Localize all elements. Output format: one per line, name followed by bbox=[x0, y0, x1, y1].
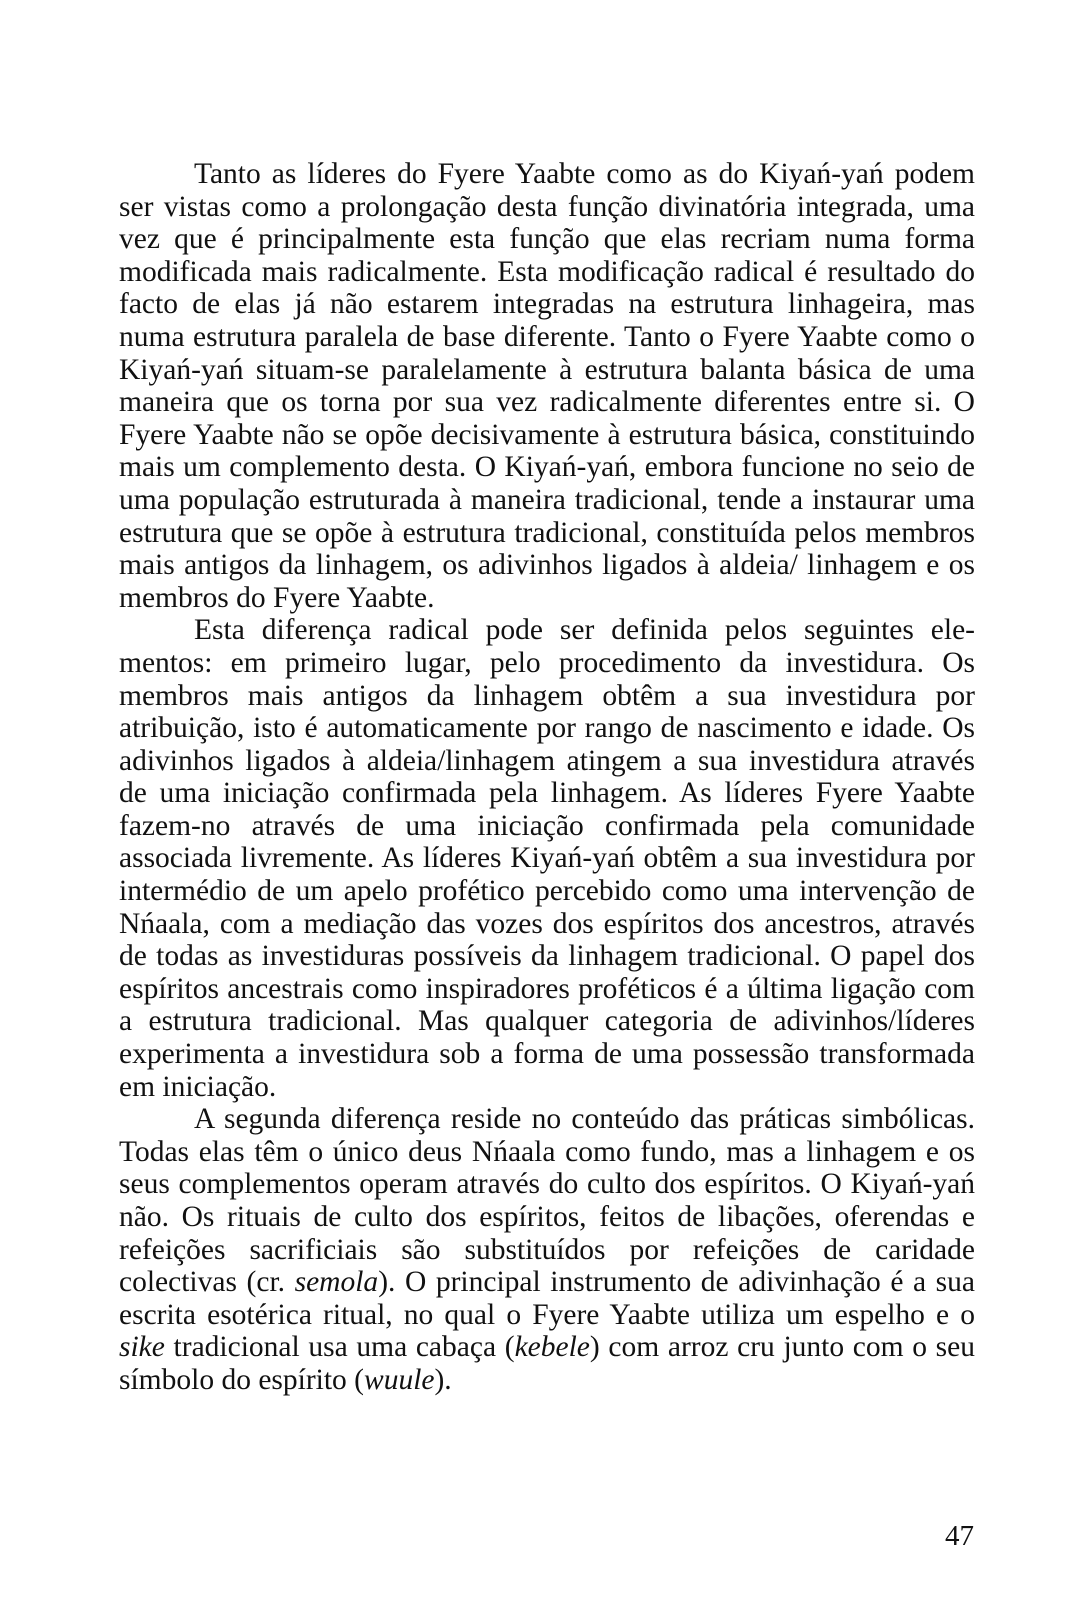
paragraph-3-text-part-3: tradicional usa uma cabaça ( bbox=[164, 1331, 515, 1364]
paragraph-1-text: Tanto as líderes do Fyere Yaabte como as do Kiyań-yań podem ser vistas como a prolongação desta função divinatória integrada, uma vez que é principalmente esta função que elas recriam numa forma modificada mais radicalmente. Esta modificação radical é resultado do facto de elas já não estarem integradas na estrutura linhageira, mas numa estrutura paralela de base diferente. Tanto o Fyere Yaabte como o Kiyań-yań situam-se paralelamente à estrutura balanta básica de uma maneira que os torna por sua vez radicalmente diferentes entre si. O Fyere Yaabte não se opõe decisivamente à estrutura básica, constituindo mais um complemento desta. O Kiyań-yań, embora funcione no seio de uma população estruturada à maneira tradicional, tende a instaurar uma estrutura que se opõe à estrutura tradicional, constituída pelos membros mais antigos da linhagem, os adivinhos ligados à aldeia/ linhagem e os membros do Fyere Yaabte. bbox=[119, 158, 975, 614]
paragraph-3-text-part-5: ). bbox=[434, 1363, 452, 1396]
paragraph-3-text-part-4: ) com arroz cru junto com o seu símbolo do espírito ( bbox=[119, 1331, 976, 1396]
paragraph-3-text-part-1: A segunda diferença reside no conteúdo das práticas simbólicas. Todas elas têm o único deus Nńaala como fundo, mas a linhagem e os seus complementos operam através do culto dos espíritos. O Kiyań-yań não. Os rituais de culto dos espíritos, feitos de libações, oferendas e refeições sacrificiais são substituídos por refeições de caridade colectivas (cr. bbox=[119, 1103, 975, 1299]
body-text bbox=[119, 158, 975, 1397]
term-sike: sike bbox=[119, 1331, 165, 1364]
paragraph-3-text-part-2: ). O principal instrumento de adivinhação é a sua escrita esotérica ritual, no qual o Fyere Yaabte utiliza um espelho e o bbox=[119, 1266, 976, 1331]
paragraph-2 bbox=[119, 614, 975, 1103]
paragraph-1 bbox=[119, 158, 975, 614]
term-wuule: wuule bbox=[364, 1363, 435, 1396]
page-number: 47 bbox=[945, 1520, 974, 1552]
paragraph-2-text: Esta diferença radical pode ser definida pelos seguintes elementos: em primeiro lugar, pelo procedimento da investidura. Os membros mais antigos da linhagem obtêm a sua investidura por atribuição, isto é automaticamente por rango de nascimento e idade. Os adivinhos ligados à aldeia/linhagem atingem a sua investidura através de uma iniciação confirmada pela linhagem. As líderes Fyere Yaabte fazem-no através de uma iniciação confirmada pela comunidade associada livremente. As líderes Kiyań-yań obtêm a sua investidura por intermédio de um apelo profético percebido como uma intervenção de Nńaala, com a mediação das vozes dos espíritos dos ancestros, através de todas as investiduras possíveis da linhagem tradicional. O papel dos espíritos ancestrais como inspiradores proféticos é a última ligação com a estrutura tradicional. Mas qualquer categoria de adivinhos/líderes experimenta a investidura sob a forma de uma possessão transformada em iniciação. bbox=[119, 614, 975, 1103]
term-kebele: kebele bbox=[514, 1331, 590, 1364]
paragraph-3 bbox=[119, 1103, 975, 1396]
term-semola: semola bbox=[294, 1266, 379, 1299]
